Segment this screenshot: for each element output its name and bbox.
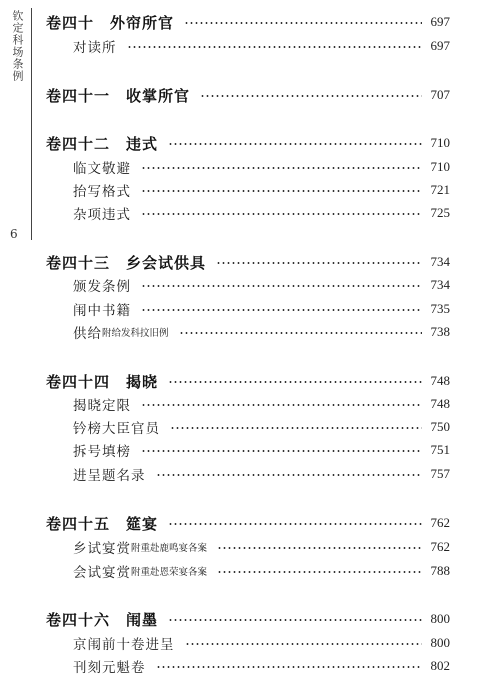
dot-leader <box>200 95 422 97</box>
dot-leader <box>141 309 422 311</box>
dot-leader <box>168 523 422 525</box>
page-reference: 710 <box>430 135 450 150</box>
section-title: 供给 <box>73 326 102 342</box>
page-reference: 735 <box>430 301 450 316</box>
section-title: 闱中书籍 <box>73 303 131 319</box>
page-reference: 734 <box>430 277 450 292</box>
toc-section-entry[interactable] <box>73 438 450 462</box>
dot-leader <box>168 143 422 145</box>
page-reference: 750 <box>430 419 450 434</box>
dot-leader <box>141 167 422 169</box>
toc-section-entry[interactable] <box>73 462 450 486</box>
section-title: 抬写格式 <box>73 184 131 200</box>
page-reference: 802 <box>430 658 450 673</box>
section-note: 附重赴恩荣宴各案 <box>131 567 208 578</box>
dot-leader <box>156 474 423 476</box>
chapter-title: 卷四十三 乡会试供具 <box>46 253 207 272</box>
dot-leader <box>156 666 423 668</box>
toc-chapter-entry[interactable] <box>46 131 450 155</box>
dot-leader <box>170 427 422 429</box>
page-reference: 707 <box>430 87 450 102</box>
chapter-title: 卷四十五 筵宴 <box>46 514 159 533</box>
running-header-title: 钦定科场条例 <box>11 10 24 82</box>
section-title: 京闱前十卷进呈 <box>73 637 175 653</box>
page-reference: 762 <box>430 539 450 554</box>
section-note: 附给发科抆旧例 <box>102 328 169 339</box>
section-title: 揭晓定限 <box>73 398 131 414</box>
dot-leader <box>127 46 423 48</box>
section-title: 拆号填榜 <box>73 444 131 460</box>
section-title: 进呈题名录 <box>73 468 146 484</box>
toc-chapter-entry[interactable] <box>46 607 450 631</box>
page-reference: 710 <box>430 159 450 174</box>
page-reference: 751 <box>430 442 450 457</box>
dot-leader <box>141 285 422 287</box>
section-title: 会试宴赏 <box>73 565 131 581</box>
toc-chapter-entry[interactable] <box>46 511 450 535</box>
dot-leader <box>141 213 422 215</box>
toc-section-entry[interactable] <box>73 392 450 416</box>
toc-chapter-entry[interactable] <box>46 250 450 274</box>
chapter-title: 卷四十一 收掌所官 <box>46 86 191 105</box>
chapter-title: 卷四十四 揭晓 <box>46 372 159 391</box>
toc-chapter-entry[interactable] <box>46 83 450 107</box>
section-title: 临文敬避 <box>73 161 131 177</box>
page-reference: 738 <box>430 324 450 339</box>
page-reference: 748 <box>430 373 450 388</box>
toc-section-entry[interactable] <box>73 273 450 297</box>
dot-leader <box>217 547 422 549</box>
page-reference: 697 <box>430 38 450 53</box>
toc-section-entry[interactable] <box>73 415 450 439</box>
chapter-title: 卷四十 外帘所官 <box>46 13 175 32</box>
page-reference: 697 <box>430 14 450 29</box>
dot-leader <box>168 619 422 621</box>
page-reference: 748 <box>430 396 450 411</box>
page-reference: 725 <box>430 205 450 220</box>
toc-section-entry[interactable] <box>73 297 450 321</box>
section-title: 钤榜大臣官员 <box>73 421 160 437</box>
page-reference: 757 <box>430 466 450 481</box>
toc-section-entry[interactable] <box>73 654 450 678</box>
dot-leader <box>217 571 422 573</box>
toc-section-entry[interactable] <box>73 535 450 559</box>
dot-leader <box>179 332 422 334</box>
page-reference: 721 <box>430 182 450 197</box>
page-reference: 734 <box>430 254 450 269</box>
section-title: 对读所 <box>73 40 117 56</box>
page-reference: 788 <box>430 563 450 578</box>
section-title: 颁发条例 <box>73 279 131 295</box>
page-reference: 800 <box>430 611 450 626</box>
page-reference: 800 <box>430 635 450 650</box>
toc-section-entry[interactable] <box>73 155 450 179</box>
toc-chapter-entry[interactable] <box>46 369 450 393</box>
toc-section-entry[interactable] <box>73 178 450 202</box>
dot-leader <box>168 381 422 383</box>
toc-chapter-entry[interactable] <box>46 10 450 34</box>
toc-section-entry[interactable] <box>73 34 450 58</box>
dot-leader <box>185 643 423 645</box>
toc-section-entry[interactable] <box>73 559 450 583</box>
dot-leader <box>141 404 422 406</box>
section-title: 杂项违式 <box>73 207 131 223</box>
page-number: 6 <box>10 227 18 241</box>
toc-section-entry[interactable] <box>73 631 450 655</box>
section-title: 乡试宴赏 <box>73 541 131 557</box>
dot-leader <box>141 450 422 452</box>
chapter-title: 卷四十六 闱墨 <box>46 610 159 629</box>
dot-leader <box>216 262 422 264</box>
section-title: 刊刻元魁卷 <box>73 660 146 676</box>
chapter-title: 卷四十二 违式 <box>46 134 159 153</box>
toc-section-entry[interactable] <box>73 320 450 344</box>
section-note: 附重赴鹿鸣宴各案 <box>131 543 208 554</box>
dot-leader <box>184 22 422 24</box>
dot-leader <box>141 190 422 192</box>
page-reference: 762 <box>430 515 450 530</box>
toc-section-entry[interactable] <box>73 201 450 225</box>
